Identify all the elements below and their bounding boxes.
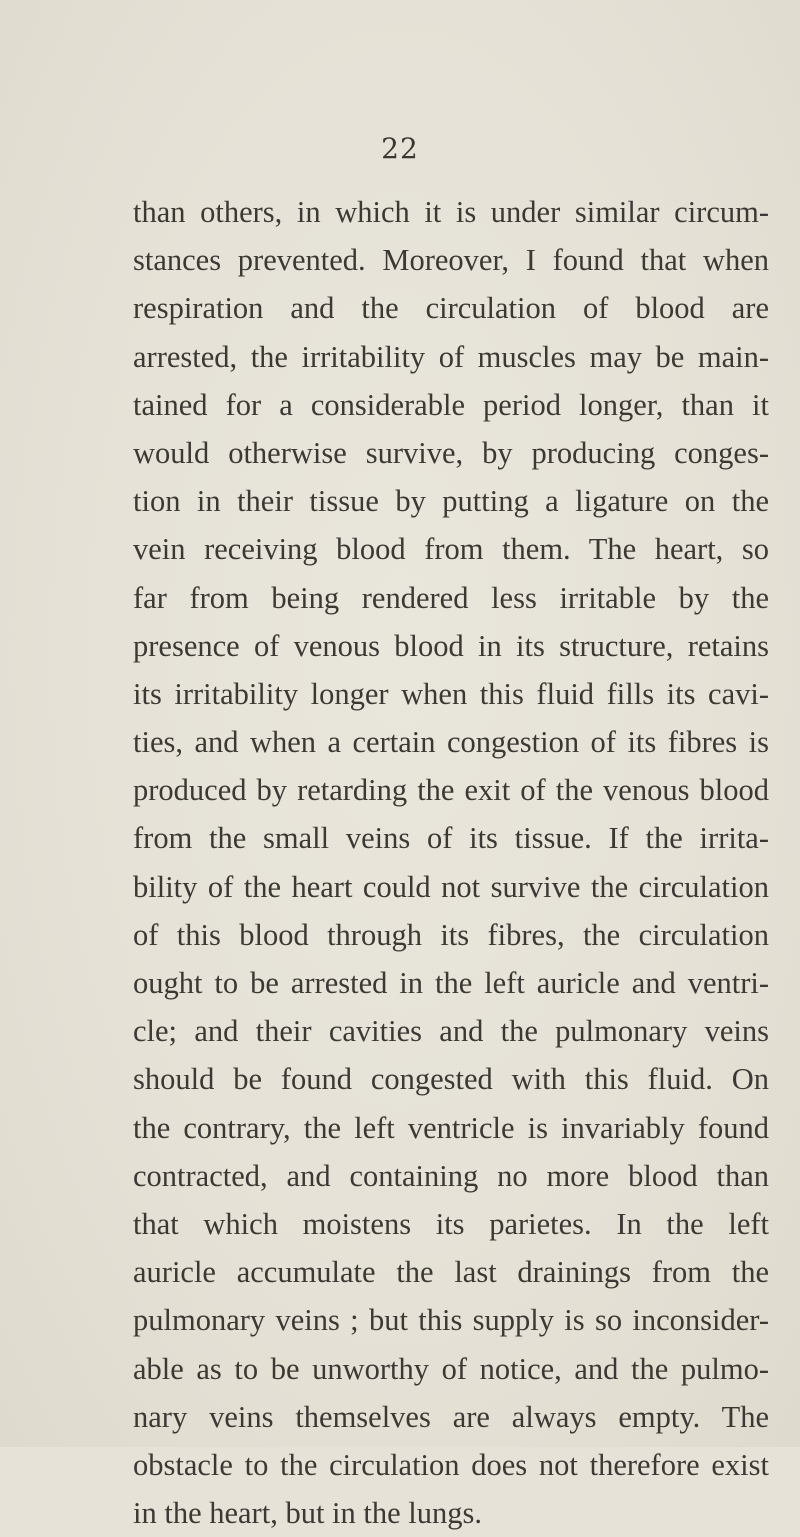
text-line: the contrary, the left ventricle is invariably found	[133, 1110, 769, 1145]
text-line: contracted, and containing no more blood than	[133, 1158, 769, 1193]
text-line: would otherwise survive, by producing conges-	[133, 435, 769, 470]
text-line: produced by retarding the exit of the venous blood	[133, 773, 769, 808]
body-text	[133, 188, 769, 1537]
text-line: that which moistens its parietes. In the left	[133, 1206, 769, 1241]
text-line: tained for a considerable period longer, than it	[133, 387, 769, 422]
text-line: able as to be unworthy of notice, and the pulmo-	[133, 1351, 769, 1386]
text-line: arrested, the irritability of muscles may be main-	[133, 339, 769, 374]
text-line: nary veins themselves are always empty. The	[133, 1399, 769, 1434]
text-line: ought to be arrested in the left auricle and ventri-	[133, 966, 769, 1000]
text-line: stances prevented. Moreover, I found that when	[133, 243, 769, 278]
text-line: far from being rendered less irritable by the	[133, 580, 769, 615]
text-line: from the small veins of its tissue. If the irrita-	[133, 821, 769, 856]
text-line: should be found congested with this fluid. On	[133, 1062, 769, 1097]
text-line: ties, and when a certain congestion of its fibres is	[133, 725, 769, 760]
text-line: cle; and their cavities and the pulmonary veins	[133, 1014, 769, 1049]
text-line: tion in their tissue by putting a ligature on the	[133, 484, 769, 519]
text-line: auricle accumulate the last drainings from the	[133, 1255, 769, 1290]
text-line-last: in the heart, but in the lungs.	[133, 1496, 482, 1531]
text-line: presence of venous blood in its structure, retains	[133, 628, 769, 663]
text-line: respiration and the circulation of blood are	[133, 291, 769, 326]
text-line: its irritability longer when this fluid fills its cavi-	[133, 676, 769, 711]
text-line: vein receiving blood from them. The heart, so	[133, 532, 769, 567]
text-line: than others, in which it is under similar circum-	[133, 195, 769, 229]
text-line: of this blood through its fibres, the circulation	[133, 917, 769, 952]
page-number: 22	[381, 132, 419, 165]
text-line: obstacle to the circulation does not therefore exist	[133, 1447, 769, 1482]
text-line: pulmonary veins ; but this supply is so inconsider-	[133, 1303, 769, 1338]
text-line: bility of the heart could not survive the circulation	[133, 869, 769, 904]
